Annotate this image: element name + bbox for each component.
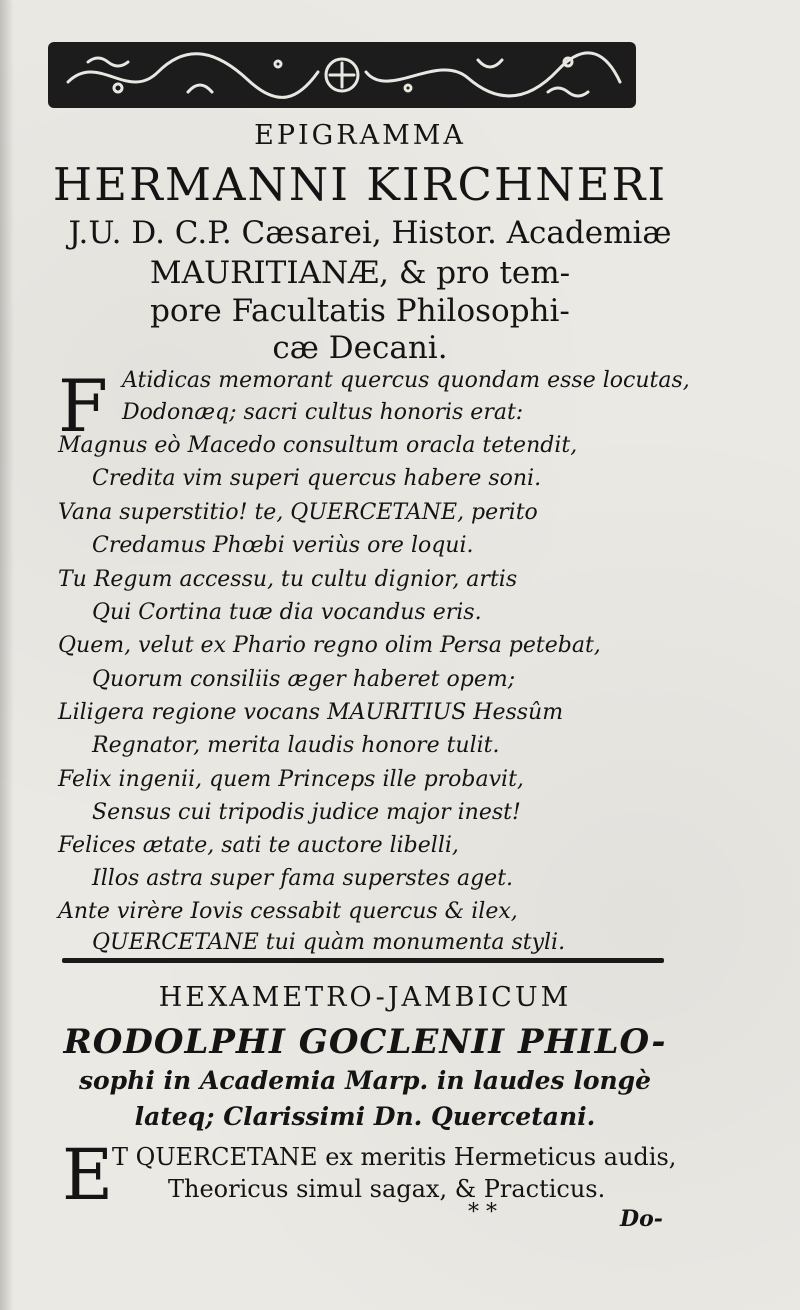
hexametro-author: RODOLPHI GOCLENII PHILO- <box>63 1022 667 1062</box>
poem-line: Magnus eò Macedo consultum oracla tetendit, <box>58 433 578 458</box>
poem-line: Sensus cui tripodis judice major inest! <box>92 800 521 825</box>
epigram-heading: EPIGRAMMA <box>254 120 466 151</box>
poem-line: Qui Cortina tuæ dia vocandus eris. <box>92 600 482 625</box>
poem-line: QUERCETANE tui quàm monumenta styli. <box>92 930 566 955</box>
floral-headpiece-ornament-icon <box>48 42 636 108</box>
hexametro-drop-cap: E <box>62 1134 114 1216</box>
epigram-title-line-1: J.U. D. C.P. Cæsarei, Histor. Academiæ <box>68 215 672 251</box>
poem-line: Regnator, merita laudis honore tulit. <box>92 733 500 758</box>
epigram-title-line-3: pore Facultatis Philosophi- <box>150 293 570 329</box>
poem-line: Felix ingenii, quem Princeps ille probavit, <box>58 767 524 792</box>
epigram-drop-cap: F <box>58 364 108 448</box>
hexametro-subtitle-line-2: lateq; Clarissimi Dn. Quercetani. <box>134 1102 596 1131</box>
hexametro-line-2: Theoricus simul sagax, & Practicus. <box>168 1175 606 1203</box>
poem-line: Quorum consiliis æger haberet opem; <box>92 667 516 692</box>
section-divider-rule <box>62 958 664 963</box>
epigram-title-line-2: MAURITIANÆ, & pro tem- <box>149 255 571 291</box>
hexametro-line-1: T QUERCETANE ex meritis Hermeticus audis, <box>112 1143 677 1171</box>
poem-line: Illos astra super fama superstes aget. <box>92 866 514 891</box>
hexametro-heading: HEXAMETRO-JAMBICUM <box>158 982 572 1013</box>
poem-line: Vana superstitio! te, QUERCETANE, perito <box>58 500 538 525</box>
hexametro-subtitle-line-1: sophi in Academia Marp. in laudes longè <box>78 1066 652 1095</box>
signature-mark: * * <box>468 1200 497 1225</box>
poem-line: Tu Regum accessu, tu cultu dignior, artis <box>58 567 518 592</box>
poem-line: Credamus Phœbi veriùs ore loqui. <box>92 533 474 558</box>
poem-line: Atidicas memorant quercus quondam esse locutas, <box>122 368 690 393</box>
epigram-title-line-4: cæ Decani. <box>272 330 448 366</box>
poem-line: Credita vim superi quercus habere soni. <box>92 466 542 491</box>
poem-line: Dodonæq; sacri cultus honoris erat: <box>122 400 524 425</box>
catchword: Do- <box>620 1206 663 1232</box>
poem-line: Ante virère Iovis cessabit quercus & ilex, <box>58 899 518 924</box>
poem-line: Liligera regione vocans MAURITIUS Hessûm <box>58 700 564 725</box>
poem-line: Felices ætate, sati te auctore libelli, <box>58 833 459 858</box>
epigram-author: HERMANNI KIRCHNERI <box>52 158 668 211</box>
poem-line: Quem, velut ex Phario regno olim Persa petebat, <box>58 633 601 658</box>
